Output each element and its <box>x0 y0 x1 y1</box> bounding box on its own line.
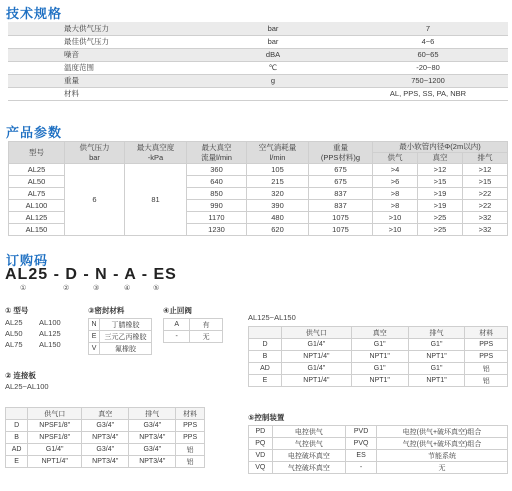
col-vacuum: 最大真空度 <box>136 142 175 152</box>
product-vacuum: 81 <box>125 164 187 236</box>
spec-row <box>8 74 508 87</box>
product-weight: 837 <box>309 188 373 200</box>
conn-cell: 铝 <box>176 444 205 456</box>
conn2-row <box>249 339 508 351</box>
conn-row <box>6 444 205 456</box>
control-cell: 电控(供气+破坏真空)组合 <box>377 426 508 438</box>
control-cell: 气控破坏真空 <box>272 462 345 474</box>
conn-header-cell: 供气口 <box>28 408 82 420</box>
conn2-cell: 铝 <box>465 375 508 387</box>
conn-range: AL25~AL100 <box>5 382 49 391</box>
conn2-cell: AD <box>249 363 282 375</box>
specs-table <box>8 22 508 101</box>
conn-cell: NPSF1/8" <box>28 432 82 444</box>
spec-value: -20~80 <box>348 61 508 74</box>
col-weight: 重量 <box>333 142 348 152</box>
conn2-row <box>249 363 508 375</box>
control-row <box>249 450 508 462</box>
conn2-header-cell: 真空 <box>351 327 408 339</box>
product-pressure: 6 <box>65 164 125 236</box>
conn-header-cell <box>6 408 28 420</box>
product-model: AL125 <box>9 212 65 224</box>
conn2-range: AL125~AL150 <box>248 313 296 322</box>
product-weight: 1075 <box>309 224 373 236</box>
check-cell: 无 <box>190 331 223 343</box>
conn2-cell: NPT1" <box>408 375 465 387</box>
product-weight: 675 <box>309 164 373 176</box>
conn2-cell: NPT1" <box>351 375 408 387</box>
seal-cell: 丁腈橡胶 <box>100 319 152 331</box>
code-num-3: ③ <box>93 285 100 292</box>
model-item: AL150 <box>39 340 61 349</box>
model-item: AL50 <box>5 329 23 338</box>
control-table <box>248 425 508 474</box>
code-num-4: ④ <box>124 285 131 292</box>
product-air: 215 <box>247 176 309 188</box>
seal-cell: N <box>89 319 100 331</box>
product-model: AL50 <box>9 176 65 188</box>
col-hose-vacuum: 真空 <box>432 153 448 162</box>
spec-unit: g <box>198 74 348 87</box>
products-table <box>8 141 508 236</box>
control-cell: PVD <box>346 426 377 438</box>
conn-header-cell: 材料 <box>176 408 205 420</box>
spec-row <box>8 22 508 35</box>
conn2-cell: NPT1" <box>351 351 408 363</box>
conn2-cell: NPT1/4" <box>281 375 351 387</box>
hose-supply: >10 <box>373 212 418 224</box>
control-cell: ES <box>346 450 377 462</box>
hose-vacuum: >15 <box>417 176 462 188</box>
col-weight-unit: (PPS材料)g <box>320 152 361 162</box>
code-num-2: ② <box>63 285 70 292</box>
control-cell: VQ <box>249 462 273 474</box>
code-num-5: ⑤ <box>153 285 160 292</box>
hose-exhaust: >22 <box>462 200 507 212</box>
hose-exhaust: >32 <box>462 212 507 224</box>
product-weight: 1075 <box>309 212 373 224</box>
order-title: 订购码 <box>6 253 49 268</box>
conn-cell: 铝 <box>176 456 205 468</box>
control-cell: 无 <box>377 462 508 474</box>
model-list <box>5 317 61 350</box>
control-cell: PVQ <box>346 438 377 450</box>
spec-name: 材料 <box>8 87 198 100</box>
conn-cell: B <box>6 432 28 444</box>
conn2-cell: NPT1/4" <box>281 351 351 363</box>
spec-name: 噪音 <box>8 48 198 61</box>
conn2-cell: G1" <box>351 363 408 375</box>
product-model: AL25 <box>9 164 65 176</box>
seal-cell: E <box>89 331 100 343</box>
conn2-table <box>248 326 508 387</box>
spec-row <box>8 87 508 100</box>
col-hose-exhaust: 排气 <box>477 153 493 162</box>
hose-exhaust: >15 <box>462 176 507 188</box>
spec-row <box>8 61 508 74</box>
seal-cell: V <box>89 343 100 355</box>
spec-row <box>8 48 508 61</box>
conn-row <box>6 456 205 468</box>
conn2-header <box>249 327 508 339</box>
product-flow: 990 <box>187 200 247 212</box>
seal-cell: 三元乙丙橡胶 <box>100 331 152 343</box>
product-weight: 675 <box>309 176 373 188</box>
conn-cell: G3/4" <box>129 444 176 456</box>
spec-row <box>8 35 508 48</box>
col-pressure: 供气压力 <box>79 142 110 152</box>
spec-unit: bar <box>198 35 348 48</box>
seal-table <box>88 318 152 355</box>
product-model: AL75 <box>9 188 65 200</box>
conn-header <box>6 408 205 420</box>
col-vacuum-unit: -kPa <box>147 152 164 162</box>
hose-supply: >10 <box>373 224 418 236</box>
product-flow: 1230 <box>187 224 247 236</box>
spec-name: 最佳供气压力 <box>8 35 198 48</box>
product-flow: 360 <box>187 164 247 176</box>
product-row <box>9 164 508 176</box>
hose-supply: >6 <box>373 176 418 188</box>
hose-supply: >8 <box>373 188 418 200</box>
conn-header-cell: 排气 <box>129 408 176 420</box>
seal-row <box>89 343 152 355</box>
product-weight: 837 <box>309 200 373 212</box>
check-row <box>164 319 223 331</box>
seal-row <box>89 319 152 331</box>
conn2-row <box>249 375 508 387</box>
hose-vacuum: >19 <box>417 188 462 200</box>
col-air-unit: l/min <box>269 152 286 162</box>
spec-unit: bar <box>198 22 348 35</box>
spec-value: 60~65 <box>348 48 508 61</box>
product-air: 480 <box>247 212 309 224</box>
product-flow: 1170 <box>187 212 247 224</box>
model-item: AL125 <box>39 329 61 338</box>
conn2-header-cell: 供气口 <box>281 327 351 339</box>
conn-cell: G3/4" <box>82 444 129 456</box>
conn2-cell: B <box>249 351 282 363</box>
spec-value: AL, PPS, SS, PA, NBR <box>348 87 508 100</box>
col-flow-unit: 流量l/min <box>201 152 232 162</box>
product-model: AL150 <box>9 224 65 236</box>
conn2-cell: G1/4" <box>281 339 351 351</box>
products-title: 产品参数 <box>6 125 63 140</box>
conn-cell: NPT3/4" <box>129 432 176 444</box>
control-row <box>249 426 508 438</box>
product-air: 105 <box>247 164 309 176</box>
conn2-cell: G1" <box>351 339 408 351</box>
conn2-cell: 铝 <box>465 363 508 375</box>
hose-vacuum: >12 <box>417 164 462 176</box>
seal-row <box>89 331 152 343</box>
seal-cell: 氟橡胶 <box>100 343 152 355</box>
conn-cell: NPT1/4" <box>28 456 82 468</box>
control-cell: PQ <box>249 438 273 450</box>
check-label: ④止回阀 <box>163 306 192 315</box>
spec-name: 重量 <box>8 74 198 87</box>
conn2-header-cell: 排气 <box>408 327 465 339</box>
spec-unit: ℃ <box>198 61 348 74</box>
conn2-header-cell <box>249 327 282 339</box>
hose-vacuum: >25 <box>417 212 462 224</box>
hose-supply: >8 <box>373 200 418 212</box>
product-air: 620 <box>247 224 309 236</box>
check-cell: 有 <box>190 319 223 331</box>
col-hose-supply: 供气 <box>387 153 403 162</box>
model-item: AL75 <box>5 340 23 349</box>
conn2-cell: G1/4" <box>281 363 351 375</box>
product-flow: 640 <box>187 176 247 188</box>
check-cell: - <box>164 331 190 343</box>
control-cell: - <box>346 462 377 474</box>
col-pressure-unit: bar <box>89 152 100 162</box>
spec-name: 温度范围 <box>8 61 198 74</box>
conn-cell: NPT3/4" <box>82 432 129 444</box>
conn2-cell: PPS <box>465 339 508 351</box>
col-flow: 最大真空 <box>201 142 232 152</box>
model-label: ① 型号 <box>5 306 29 315</box>
conn-header-cell: 真空 <box>82 408 129 420</box>
product-air: 320 <box>247 188 309 200</box>
conn-row <box>6 432 205 444</box>
control-cell: VD <box>249 450 273 462</box>
conn-cell: NPT3/4" <box>82 456 129 468</box>
hose-supply: >4 <box>373 164 418 176</box>
control-cell: PD <box>249 426 273 438</box>
model-item: AL100 <box>39 318 61 327</box>
spec-value: 7 <box>348 22 508 35</box>
spec-name: 最大供气压力 <box>8 22 198 35</box>
hose-exhaust: >22 <box>462 188 507 200</box>
conn2-cell: E <box>249 375 282 387</box>
control-row <box>249 438 508 450</box>
product-flow: 850 <box>187 188 247 200</box>
seal-label: ③密封材料 <box>88 306 125 315</box>
col-model: 型号 <box>29 147 44 157</box>
control-cell: 节能系统 <box>377 450 508 462</box>
conn-cell: E <box>6 456 28 468</box>
spec-value: 750~1200 <box>348 74 508 87</box>
hose-vacuum: >25 <box>417 224 462 236</box>
conn-cell: NPT3/4" <box>129 456 176 468</box>
check-table <box>163 318 223 343</box>
col-air: 空气消耗量 <box>258 142 297 152</box>
conn-cell: G1/4" <box>28 444 82 456</box>
check-cell: A <box>164 319 190 331</box>
control-cell: 气控供气 <box>272 438 345 450</box>
conn-label: ② 连接板 <box>5 371 36 380</box>
product-model: AL100 <box>9 200 65 212</box>
conn-cell: D <box>6 420 28 432</box>
conn2-cell: NPT1" <box>408 351 465 363</box>
spec-unit <box>198 87 348 100</box>
control-row <box>249 462 508 474</box>
control-cell: 电控供气 <box>272 426 345 438</box>
control-label: ⑤控制装置 <box>248 413 285 422</box>
control-cell: 电控破坏真空 <box>272 450 345 462</box>
conn2-cell: PPS <box>465 351 508 363</box>
conn-table <box>5 407 205 468</box>
conn2-cell: D <box>249 339 282 351</box>
conn2-cell: G1" <box>408 363 465 375</box>
model-item: AL25 <box>5 318 23 327</box>
conn-row <box>6 420 205 432</box>
conn-cell: G3/4" <box>82 420 129 432</box>
hose-vacuum: >19 <box>417 200 462 212</box>
check-row <box>164 331 223 343</box>
conn2-header-cell: 材料 <box>465 327 508 339</box>
conn2-row <box>249 351 508 363</box>
col-hose: 最小软管内径Φ(2m以内) <box>399 142 481 151</box>
code-num-1: ① <box>20 285 27 292</box>
spec-value: 4~6 <box>348 35 508 48</box>
conn-cell: AD <box>6 444 28 456</box>
conn-cell: PPS <box>176 432 205 444</box>
conn2-cell: G1" <box>408 339 465 351</box>
hose-exhaust: >32 <box>462 224 507 236</box>
conn-cell: NPSF1/8" <box>28 420 82 432</box>
control-cell: 气控(供气+破坏真空)组合 <box>377 438 508 450</box>
conn-cell: PPS <box>176 420 205 432</box>
conn-cell: G3/4" <box>129 420 176 432</box>
specs-title: 技术规格 <box>6 6 63 21</box>
order-code: AL25 - D - N - A - ES <box>5 266 177 283</box>
product-air: 390 <box>247 200 309 212</box>
hose-exhaust: >12 <box>462 164 507 176</box>
spec-unit: dBA <box>198 48 348 61</box>
